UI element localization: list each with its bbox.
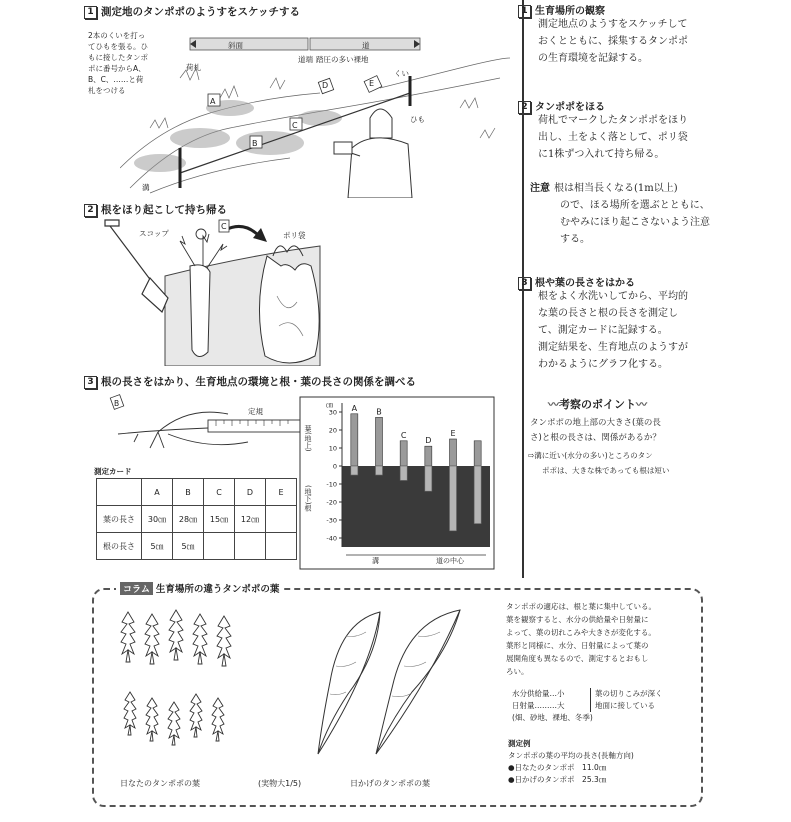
tag-d: D xyxy=(322,81,329,90)
chart-category-label: D xyxy=(425,436,432,446)
tag-a: A xyxy=(210,97,216,106)
right-s1-body: 測定地点のようすをスケッチして おくとともに、採集するタンポポ の生育環境を記録する。 xyxy=(538,19,688,64)
label-stake: くい xyxy=(394,69,409,78)
label-shovel: スコップ xyxy=(139,229,169,238)
chart-tick-label: 20 xyxy=(328,426,337,435)
section3-title: 根の長さをはかり、生育地点の環境と根・葉の長さの関係を調べる xyxy=(101,376,416,388)
label-string: ひも xyxy=(410,115,425,124)
swirl-right-icon: 〰 xyxy=(636,398,647,411)
relation-block: 水分供給量…小 日射量………大 葉の切りこみが深く 地面に接している (畑、砂地、裸地、冬季) xyxy=(512,689,663,722)
chart-tick-label: 0 xyxy=(332,462,337,471)
label-road: 道 xyxy=(362,41,370,50)
right-s1-header: 1 生育場所の観察 xyxy=(518,2,605,18)
caption-sun: 日なたのタンポポの葉 xyxy=(120,779,200,788)
chart-ground-area xyxy=(342,466,490,547)
chart-root-bar xyxy=(400,466,407,480)
tag-e: E xyxy=(369,79,375,88)
points-question: タンポポの地上部の大きさ(葉の長 さ)と根の長さは、関係があるか？ xyxy=(530,418,661,443)
right-s3-body: 根をよく水洗いしてから、平均的 な葉の長さと根の長さを測定し て、測定カードに記録する。 測定結果を、生育地点のようすが わかるようにグラフ化する。 xyxy=(538,291,688,370)
shade-leaves-illustration xyxy=(310,602,490,762)
points-answer: ⇨溝に近い(水分の多い)ところのタン ポポは、大きな株であっても根は短い xyxy=(528,451,670,475)
section1-side-note: 2本のくいを打っ てひもを張る。ひ もに接したタンポ ポに番号からA、 B、C、……と荷 札をつける xyxy=(88,31,148,95)
field-sketch xyxy=(120,18,510,198)
tag-c: C xyxy=(292,121,298,130)
right-s3-title: 根や葉の長さをはかる xyxy=(535,278,635,289)
ruler-illustration xyxy=(98,388,303,454)
measurement-card xyxy=(96,478,297,560)
caption-scale: (実物大1/5) xyxy=(258,779,302,788)
chart-root-bar xyxy=(351,466,358,475)
label-ditch: 溝 xyxy=(142,183,150,192)
chart-leaf-bar xyxy=(376,417,383,466)
points-title: 考察のポイント xyxy=(559,398,636,411)
right-s3-header: 3 根や葉の長さをはかる xyxy=(518,274,635,290)
right-s2-body: 荷札でマークしたタンポポをほり 出し、土をよく落として、ポリ袋 に1株ずつ入れて持ち帰る。 xyxy=(538,115,688,160)
card-row-leaf: 葉の長さ 30㎝ 28㎝ 15㎝ 12㎝ xyxy=(97,506,297,533)
swirl-left-icon: 〰 xyxy=(548,398,559,411)
chart-root-bar xyxy=(425,466,432,491)
chart-xlabel-right: 道の中心 xyxy=(436,557,464,565)
label-ruler: 定規 xyxy=(248,407,263,416)
column-badge: コラム xyxy=(120,582,153,595)
section1-title: 測定地のタンポポのようすをスケッチする xyxy=(101,6,300,18)
chart-leaf-bar xyxy=(425,446,432,466)
caution-block: 注意 根は相当長くなる(1m以上) ので、ほる場所を選ぶとともに、 むやみにほり起こさないよう注意 する。 xyxy=(530,183,710,245)
card-title: 測定カード xyxy=(94,467,132,476)
label-roadside: 道端 xyxy=(298,55,313,64)
chart-tick-label: -20 xyxy=(326,498,337,507)
section1-header xyxy=(84,4,300,19)
label-slope: 斜面 xyxy=(228,41,243,50)
chart-root-bar xyxy=(450,466,457,531)
tag-b: B xyxy=(252,139,258,148)
points-heading xyxy=(548,396,647,412)
section3-number: 3 xyxy=(84,376,97,389)
caption-shade: 日かげのタンポポの葉 xyxy=(350,779,430,788)
example-block: 測定例 タンポポの葉の平均の長さ(長軸方向) ●日なたのタンポポ 11.0㎝ ●日かげのタンポポ 25.3㎝ xyxy=(508,739,634,784)
column-header xyxy=(116,581,283,595)
chart-xlabel-left: 溝 xyxy=(372,557,379,565)
chart-leaf-bar xyxy=(474,441,481,466)
section2-number: 2 xyxy=(84,204,97,217)
card-row-root: 根の長さ 5㎝ 5㎝ xyxy=(97,533,297,560)
card-header-row: A B C D E xyxy=(97,479,297,506)
chart-category-label: A xyxy=(351,403,358,413)
chart-tick-label: 10 xyxy=(328,444,337,453)
label-bag: ポリ袋 xyxy=(283,231,306,240)
chart-leaf-bar xyxy=(450,439,457,466)
chart-category-label: C xyxy=(400,430,407,440)
dig-illustration xyxy=(95,216,335,366)
section2-title: 根をほり起こして持ち帰る xyxy=(101,204,227,216)
dig-tag: C xyxy=(221,222,227,231)
chart-above-label: 葉(地上) xyxy=(304,425,312,452)
sun-leaves-illustration xyxy=(110,602,250,752)
label-tag: 荷札 xyxy=(186,63,201,72)
section3-header xyxy=(84,374,416,389)
chart-tick-label: -30 xyxy=(326,516,337,525)
caution-label: 注意 xyxy=(530,183,550,194)
column-title: 生育場所の違うタンポポの葉 xyxy=(155,584,280,595)
right-s2-header: 2 タンポポをほる xyxy=(518,98,605,114)
chart-tick-label: -40 xyxy=(326,534,337,543)
label-path: 踏圧の多い裸地 xyxy=(316,55,369,64)
chart-tick-label: -10 xyxy=(326,480,337,489)
ruler-tag: B xyxy=(114,399,120,408)
chart-category-label: B xyxy=(376,407,382,417)
chart-root-bar xyxy=(474,466,481,524)
chart-root-bar xyxy=(376,466,383,475)
right-s2-title: タンポポをほる xyxy=(535,102,605,113)
chart-category-label: E xyxy=(450,429,456,438)
chart-leaf-bar xyxy=(351,414,358,466)
section2-header xyxy=(84,202,227,217)
chart-unit: ㎝ xyxy=(326,401,333,409)
section1-number: 1 xyxy=(84,6,97,19)
root-leaf-chart xyxy=(298,395,498,573)
chart-tick-label: 30 xyxy=(328,408,337,417)
chart-below-label: (地下)根 xyxy=(304,485,312,512)
column-text: タンポポの適応は、根と葉に集中している。 葉を観察すると、水分の供給量や日射量に よって、葉の切れこみや大きさが変化する。 葉形と同様に、水分、日射量によって葉の 展開角度も異なるので、測定するとおもし ろい。 xyxy=(506,602,656,676)
right-s1-title: 生育場所の観察 xyxy=(535,6,605,17)
chart-leaf-bar xyxy=(400,441,407,466)
